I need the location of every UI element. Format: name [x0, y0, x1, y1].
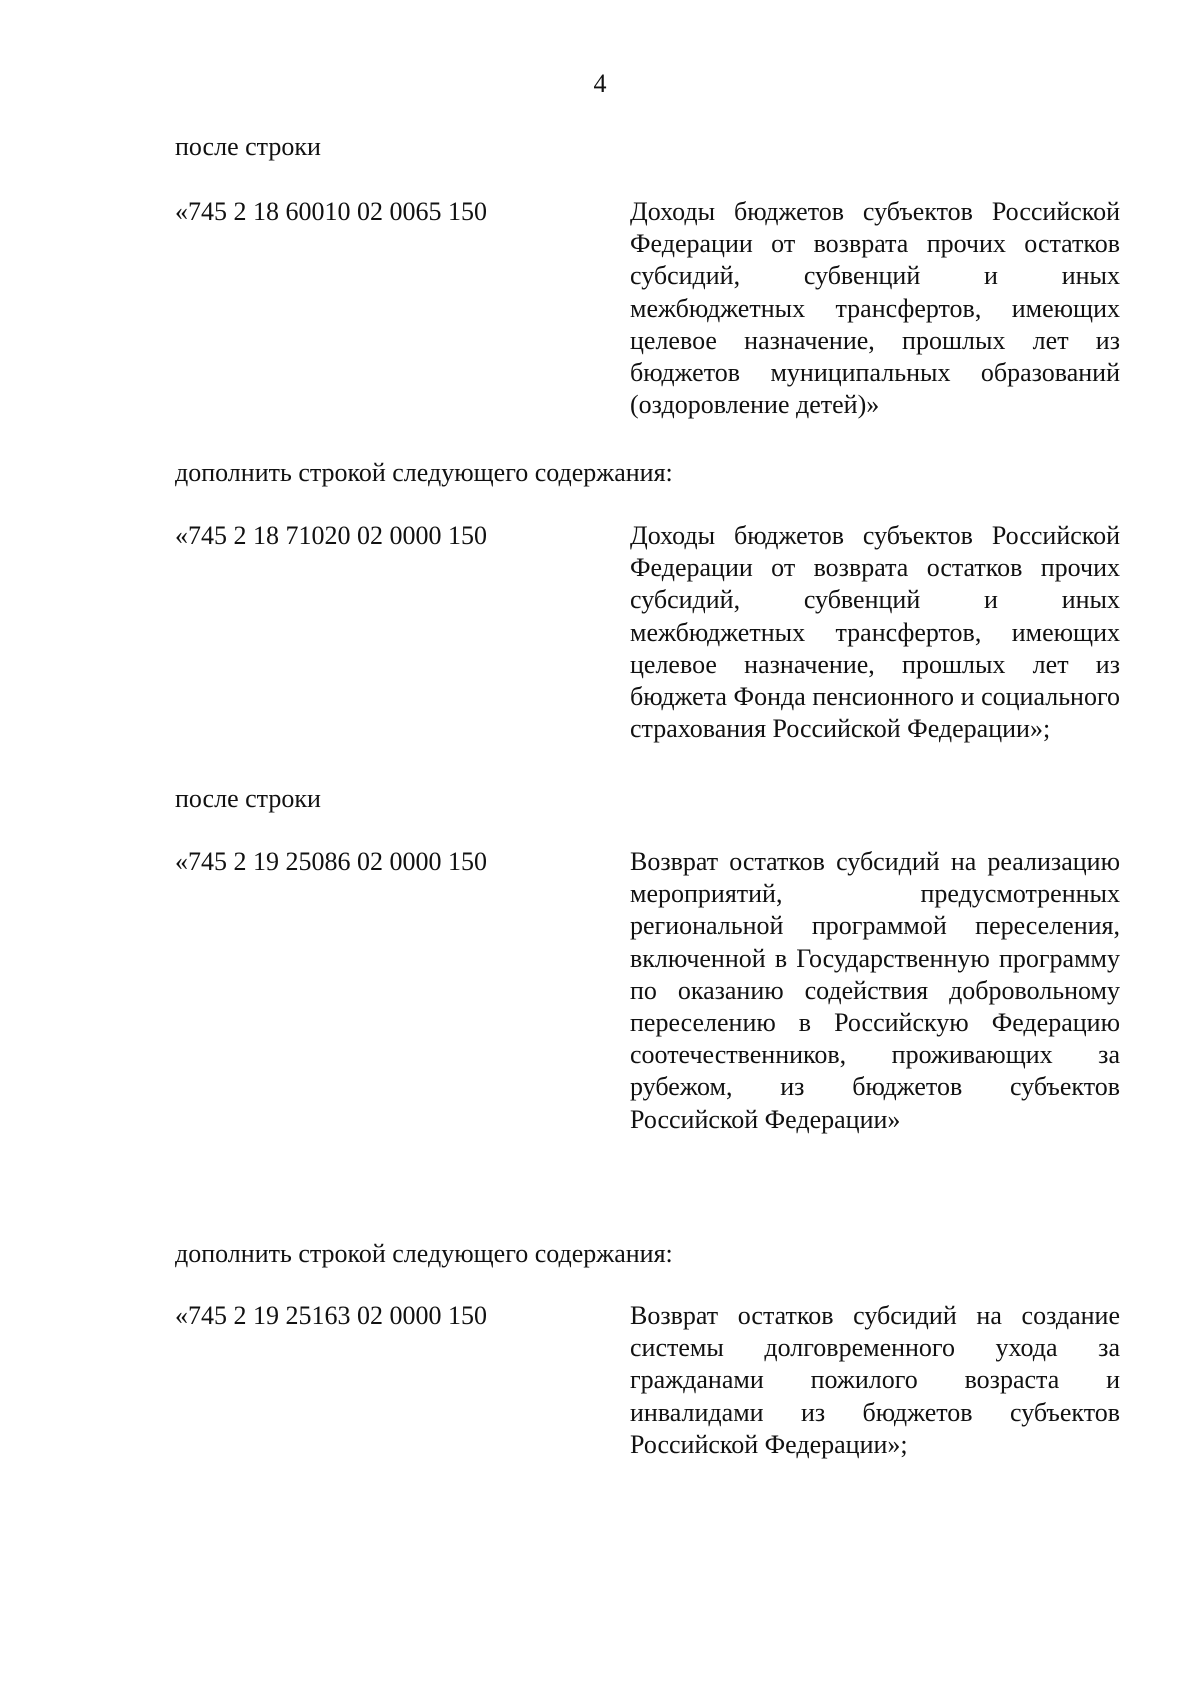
page-number: 4	[593, 69, 607, 98]
instruction-3: после строки	[175, 784, 321, 813]
description-2: Доходы бюджетов субъектов Российской Федерации от возврата остатков прочих субсидий, субвенций и иных межбюджетных трансфертов, имеющих целевое назначение, прошлых лет из бюджета Фонда пенсионного и социального страхования Российской Федерации»;	[630, 521, 1120, 744]
code-1: «745 2 18 60010 02 0065 150	[175, 197, 487, 226]
code-2: «745 2 18 71020 02 0000 150	[175, 521, 487, 550]
code-3: «745 2 19 25086 02 0000 150	[175, 847, 487, 876]
code-4: «745 2 19 25163 02 0000 150	[175, 1301, 487, 1330]
description-4: Возврат остатков субсидий на создание системы долговременного ухода за гражданами пожилого возраста и инвалидами из бюджетов субъектов Российской Федерации»;	[630, 1301, 1120, 1459]
instruction-1: после строки	[175, 132, 321, 161]
description-3: Возврат остатков субсидий на реализацию мероприятий, предусмотренных региональной программой переселения, включенной в Государственную программу по оказанию содействия добровольному переселению в Российскую Федерацию соотечественников, проживающих за рубежом, из бюджетов субъектов Российской Федерации»	[630, 847, 1120, 1134]
instruction-2: дополнить строкой следующего содержания:	[175, 458, 673, 487]
instruction-4: дополнить строкой следующего содержания:	[175, 1239, 673, 1268]
description-1: Доходы бюджетов субъектов Российской Федерации от возврата прочих остатков субсидий, субвенций и иных межбюджетных трансфертов, имеющих целевое назначение, прошлых лет из бюджетов муниципальных образований (оздоровление детей)»	[630, 197, 1120, 420]
